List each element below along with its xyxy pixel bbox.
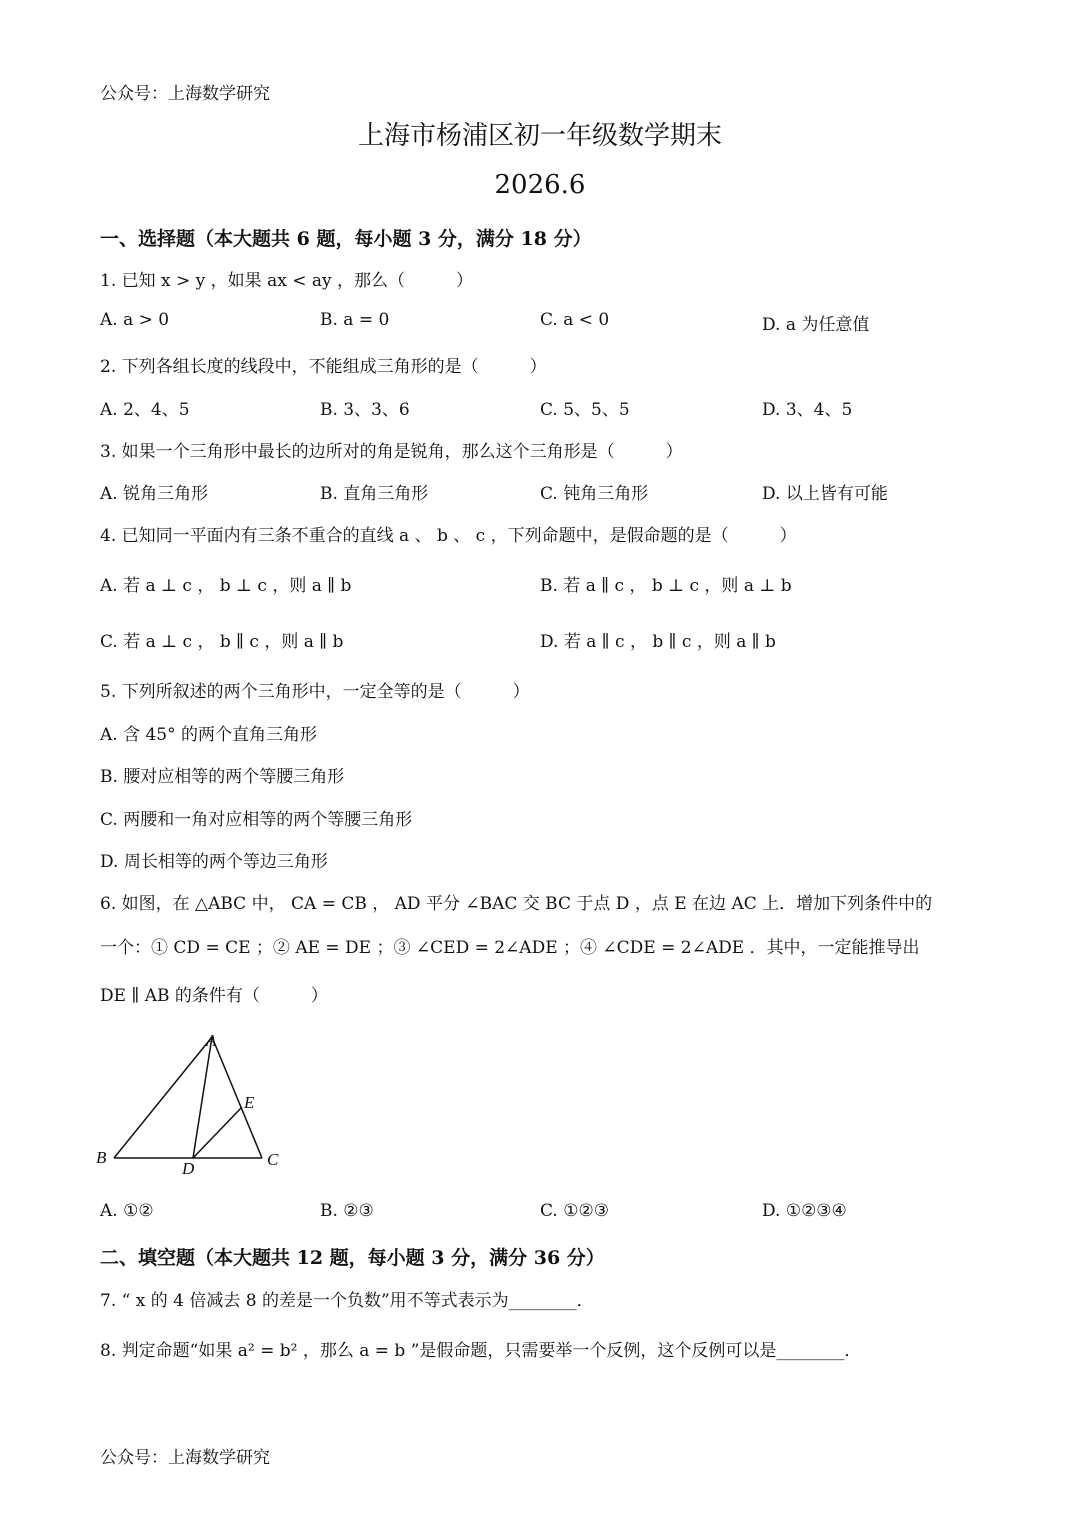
question-5-option-d: D. 周长相等的两个等边三角形: [100, 852, 328, 872]
question-5-stem: 5. 下列所叙述的两个三角形中，一定全等的是（ ）: [100, 682, 530, 702]
question-4-option-d: D. 若 a ∥ c ， b ∥ c ，则 a ∥ b: [540, 632, 776, 652]
question-6-option-c: C. ①②③: [540, 1201, 609, 1221]
question-1-option-b: B. a = 0: [320, 310, 390, 330]
question-1-option-d: D. a 为任意值: [762, 315, 870, 335]
page-header: 公众号：上海数学研究: [100, 84, 270, 104]
question-6-option-d: D. ①②③④: [762, 1201, 847, 1221]
question-2-stem: 2. 下列各组长度的线段中，不能组成三角形的是（ ）: [100, 357, 547, 377]
segment-ab: [114, 1037, 212, 1158]
question-2-option-c: C. 5、5、5: [540, 400, 630, 420]
question-6-option-a: A. ①②: [100, 1201, 154, 1221]
question-4-option-a: A. 若 a ⊥ c ， b ⊥ c ，则 a ∥ b: [100, 576, 352, 596]
question-3-stem: 3. 如果一个三角形中最长的边所对的角是锐角，那么这个三角形是（ ）: [100, 442, 683, 462]
question-6-line-3: DE ∥ AB 的条件有（ ）: [100, 986, 328, 1006]
question-3-option-a: A. 锐角三角形: [100, 484, 209, 504]
question-5-option-c: C. 两腰和一角对应相等的两个等腰三角形: [100, 810, 413, 830]
question-2-option-d: D. 3、4、5: [762, 400, 853, 420]
exam-date: 2026.6: [494, 170, 586, 200]
triangle-figure: [90, 1025, 300, 1185]
question-8: 8. 判定命题“如果 a² = b² ，那么 a = b ”是假命题，只需要举一个反例，这个反例可以是________．: [100, 1341, 862, 1361]
point-label-d: D: [182, 1159, 195, 1178]
segment-ac: [212, 1037, 262, 1158]
point-label-b: B: [96, 1148, 107, 1167]
question-3-option-b: B. 直角三角形: [320, 484, 429, 504]
page-footer: 公众号：上海数学研究: [100, 1448, 270, 1468]
segment-ad: [193, 1037, 212, 1158]
question-3-option-c: C. 钝角三角形: [540, 484, 649, 504]
question-2-option-b: B. 3、3、6: [320, 400, 410, 420]
question-1-option-c: C. a < 0: [540, 310, 610, 330]
page-title: 上海市杨浦区初一年级数学期末: [357, 121, 722, 151]
section-heading-fill-in: 二、填空题（本大题共 12 题，每小题 3 分，满分 36 分）: [100, 1247, 605, 1269]
question-4-option-b: B. 若 a ∥ c ， b ⊥ c ，则 a ⊥ b: [540, 576, 792, 596]
question-4-stem: 4. 已知同一平面内有三条不重合的直线 a 、 b 、 c ，下列命题中，是假命题的是（ ）: [100, 526, 797, 546]
question-5-option-a: A. 含 45° 的两个直角三角形: [100, 725, 318, 745]
question-6-line-2: 一个：① CD = CE ；② AE = DE ；③ ∠CED = 2∠ADE ；④ ∠CDE = 2∠ADE ．其中，一定能推导出: [100, 938, 920, 958]
question-2-option-a: A. 2、4、5: [100, 400, 190, 420]
question-4-option-c: C. 若 a ⊥ c ， b ∥ c ，则 a ∥ b: [100, 632, 344, 652]
point-label-c: C: [267, 1150, 279, 1169]
question-6-line-1: 6. 如图，在 △ABC 中， CA = CB ， AD 平分 ∠BAC 交 BC 于点 D ，点 E 在边 AC 上．增加下列条件中的: [100, 894, 933, 914]
question-3-option-d: D. 以上皆有可能: [762, 484, 888, 504]
point-label-e: E: [244, 1093, 255, 1112]
section-heading-choice: 一、选择题（本大题共 6 题，每小题 3 分，满分 18 分）: [100, 228, 592, 250]
question-7: 7. “ x 的 4 倍减去 8 的差是一个负数”用不等式表示为________．: [100, 1291, 594, 1311]
question-1-stem: 1. 已知 x > y ，如果 ax < ay ，那么（ ）: [100, 271, 473, 291]
point-label-a: A: [206, 1031, 217, 1050]
question-1-option-a: A. a > 0: [100, 310, 170, 330]
question-5-option-b: B. 腰对应相等的两个等腰三角形: [100, 767, 345, 787]
question-6-option-b: B. ②③: [320, 1201, 374, 1221]
